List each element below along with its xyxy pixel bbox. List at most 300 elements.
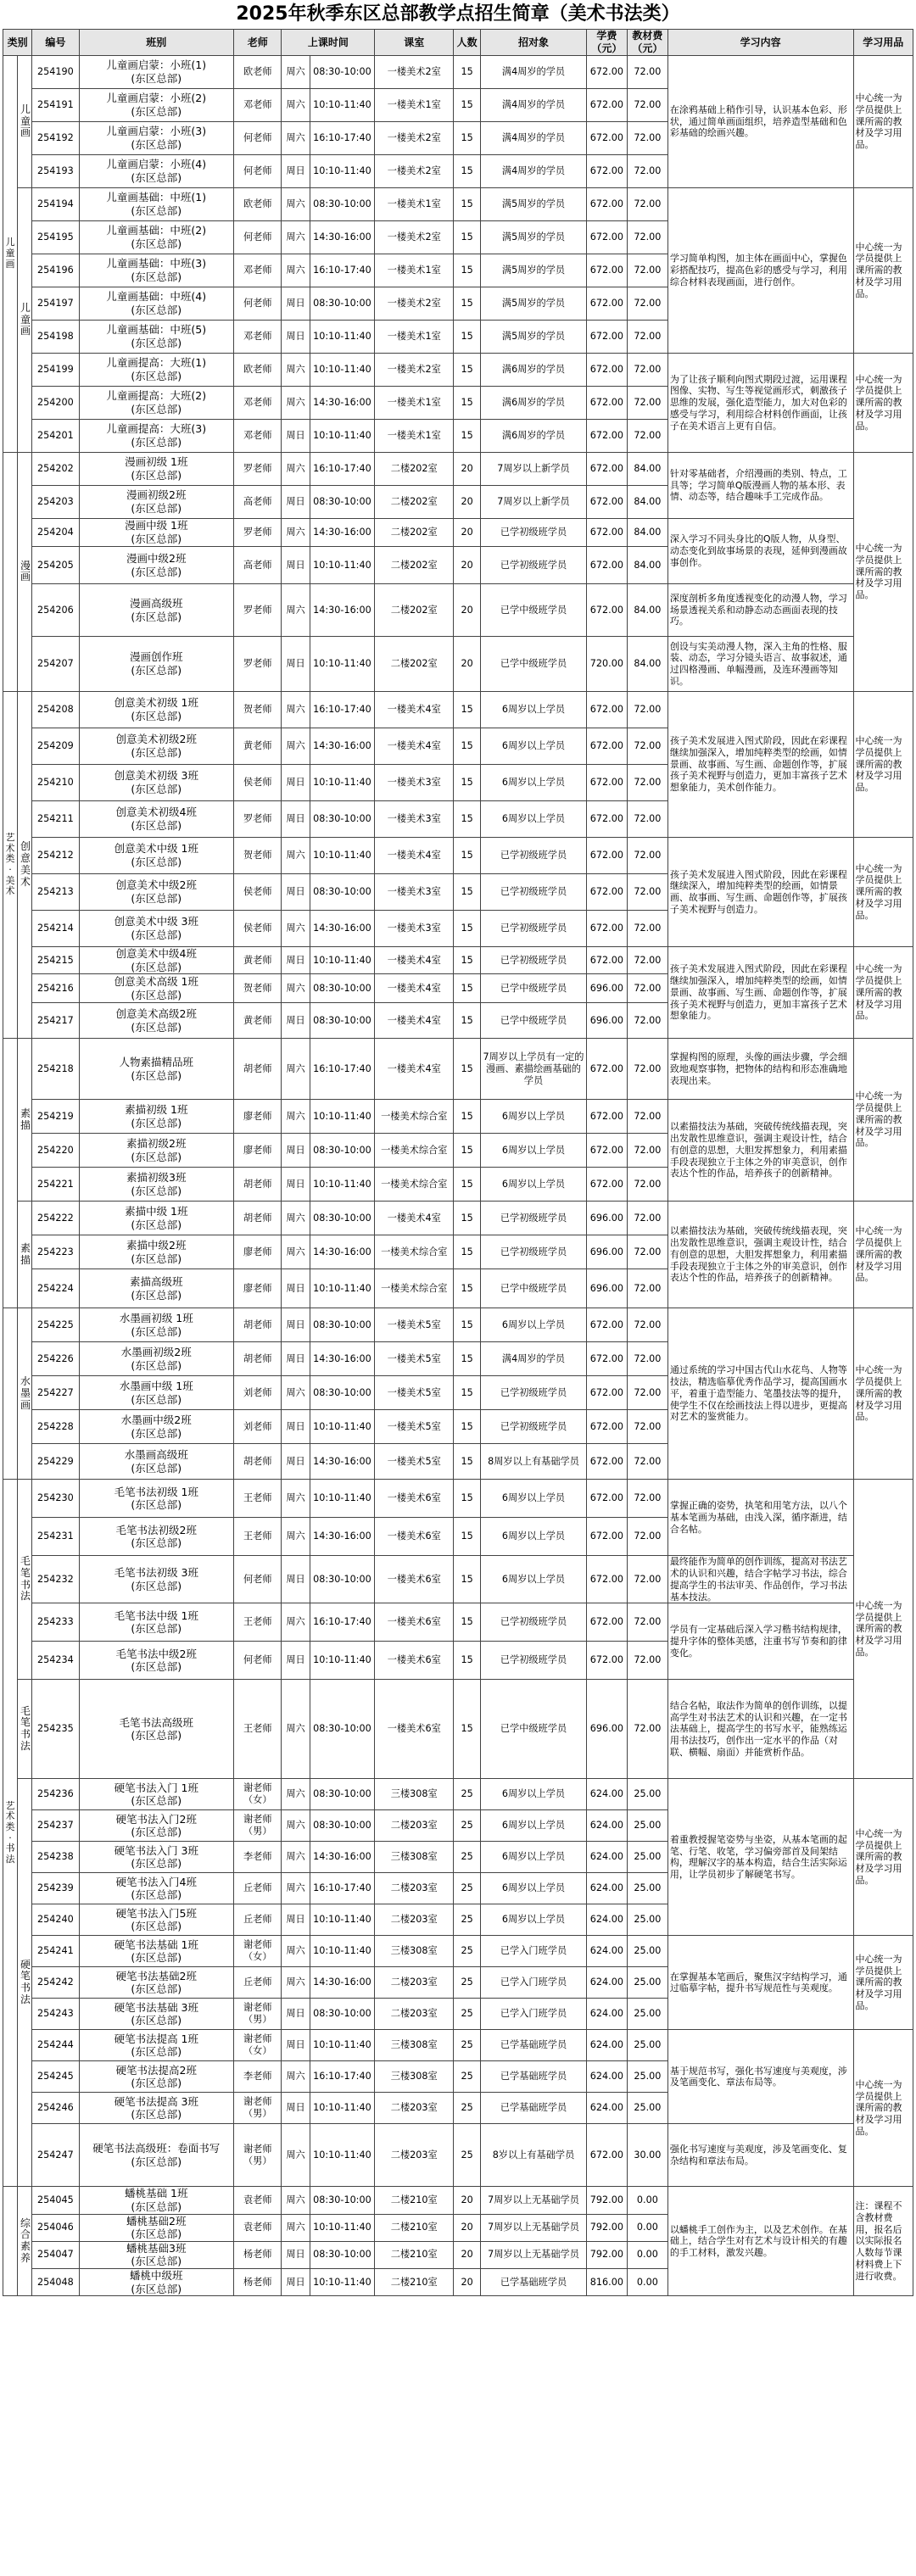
class-day: 周日 [282,1168,310,1202]
class-time: 16:10-17:40 [310,692,375,728]
tuition-fee: 624.00 [586,1873,627,1904]
class-campus: (东区总部) [131,960,182,973]
class-campus: (东区总部) [131,1358,182,1372]
target-students: 已学初级班学员 [481,874,587,911]
target-students: 已学入门班学员 [481,1967,587,1999]
class-time: 08:30-10:00 [310,1556,375,1603]
class-size: 25 [454,1873,481,1904]
book-fee: 72.00 [627,420,667,453]
table-row [3,1556,913,1603]
class-name-cell [79,1134,233,1168]
teacher: 谢老师（男） [233,1999,282,2030]
target-students: 6周岁以上学员 [481,1810,587,1842]
class-time: 10:10-11:40 [310,2124,375,2187]
book-fee: 72.00 [627,911,667,947]
classroom: 一楼美术6室 [375,1680,454,1779]
class-name: 硬笔书法提高 1班 [114,2032,198,2045]
tuition-fee: 672.00 [586,519,627,547]
class-code: 254219 [32,1100,79,1134]
tuition-fee: 672.00 [586,321,627,354]
class-day: 周六 [282,254,310,287]
teacher: 欧老师 [233,188,282,221]
category-inner-cell [18,188,32,453]
target-students: 已学中级班学员 [481,584,587,637]
teacher: 胡老师 [233,1308,282,1342]
tuition-fee: 672.00 [586,765,627,801]
tuition-fee: 672.00 [586,1168,627,1202]
class-name: 漫画初级2班 [126,488,187,502]
teacher: 何老师 [233,287,282,321]
class-campus: (东区总部) [131,1068,182,1082]
target-students: 满5周岁的学员 [481,321,587,354]
classroom: 二楼202室 [375,519,454,547]
teacher: 何老师 [233,221,282,254]
class-day: 周日 [282,1556,310,1603]
class-name-cell [79,1842,233,1873]
book-fee: 72.00 [627,1100,667,1134]
class-name-cell [79,1810,233,1842]
target-students: 满6周岁的学员 [481,354,587,387]
class-day: 周六 [282,221,310,254]
class-time: 08:30-10:00 [310,287,375,321]
teacher: 胡老师 [233,1444,282,1480]
class-campus: (东区总部) [131,1857,182,1871]
target-students: 满6周岁的学员 [481,387,587,420]
tuition-fee: 624.00 [586,1967,627,1999]
book-fee: 72.00 [627,287,667,321]
tuition-fee: 672.00 [586,1376,627,1410]
class-name: 儿童画基础：中班(2) [106,224,207,237]
teacher: 李老师 [233,1842,282,1873]
book-fee: 72.00 [627,838,667,874]
class-campus: (东区总部) [131,2014,182,2027]
teacher: 谢老师（女） [233,1779,282,1810]
classroom: 二楼202室 [375,584,454,637]
classroom: 一楼美术6室 [375,1642,454,1680]
tuition-fee: 696.00 [586,1202,627,1235]
class-name: 儿童画启蒙：小班(1) [106,59,207,72]
target-students: 满4周岁的学员 [481,89,587,122]
classroom: 一楼美术2室 [375,56,454,89]
class-campus: (东区总部) [131,1392,182,1406]
class-name: 水墨画初级2班 [120,1346,192,1359]
class-day: 周六 [282,2187,310,2214]
class-time: 14:30-16:00 [310,387,375,420]
book-fee: 72.00 [627,947,667,974]
class-day: 周六 [282,2124,310,2187]
class-day: 周六 [282,1518,310,1556]
teacher: 罗老师 [233,453,282,486]
tuition-fee: 672.00 [586,838,627,874]
class-size: 15 [454,1444,481,1480]
class-size: 25 [454,2093,481,2124]
tuition-fee: 624.00 [586,2061,627,2093]
class-day: 周日 [282,637,310,692]
class-size: 15 [454,1168,481,1202]
classroom: 一楼美术5室 [375,1444,454,1480]
class-name-cell [79,728,233,765]
class-name-cell [79,2269,233,2296]
class-name: 毛笔书法中级2班 [115,1647,198,1660]
class-day: 周六 [282,122,310,155]
class-name-cell [79,1904,233,1936]
target-students: 7周岁以上新学员 [481,486,587,519]
class-time: 10:10-11:40 [310,1480,375,1518]
class-day: 周日 [282,1003,310,1039]
class-name: 蟠桃中级班 [130,2269,183,2282]
classroom: 一楼美术3室 [375,874,454,911]
class-size: 15 [454,1269,481,1308]
class-name: 硬笔书法高级班：卷面书写 [92,2142,221,2155]
class-name-cell [79,519,233,547]
tuition-fee: 672.00 [586,728,627,765]
tuition-fee: 672.00 [586,56,627,89]
class-size: 25 [454,1842,481,1873]
target-students: 已学初级班学员 [481,1642,587,1680]
class-day: 周日 [282,1308,310,1342]
classroom: 一楼美术2室 [375,155,454,188]
classroom: 二楼210室 [375,2187,454,2214]
class-name-cell [79,1967,233,1999]
book-fee: 30.00 [627,2124,667,2187]
class-time: 08:30-10:00 [310,1779,375,1810]
table-row [3,519,913,547]
class-day: 周日 [282,2241,310,2268]
class-code: 254231 [32,1518,79,1556]
learning-supplies: 中心统一为学员提供上课所需的教材及学习用品。 [853,1480,913,1779]
book-fee: 84.00 [627,486,667,519]
book-fee: 25.00 [627,1810,667,1842]
class-name-cell [79,2241,233,2268]
class-day: 周六 [282,1376,310,1410]
class-name-cell [79,1376,233,1410]
book-fee: 84.00 [627,453,667,486]
class-size: 15 [454,1235,481,1269]
class-campus: (东区总部) [131,710,182,722]
book-fee: 72.00 [627,1680,667,1779]
teacher: 高老师 [233,547,282,584]
book-fee: 0.00 [627,2214,667,2241]
class-name: 创意美术高级2班 [115,1007,198,1021]
class-size: 25 [454,1904,481,1936]
class-time: 08:30-10:00 [310,1308,375,1342]
book-fee: 72.00 [627,1039,667,1100]
book-fee: 72.00 [627,387,667,420]
class-name: 毛笔书法初级2班 [115,1523,198,1536]
learning-supplies: 中心统一为学员提供上课所需的教材及学习用品。 [853,453,913,692]
teacher: 邓老师 [233,420,282,453]
class-size: 20 [454,2214,481,2241]
classroom: 二楼203室 [375,1873,454,1904]
classroom: 一楼美术1室 [375,188,454,221]
class-name: 创意美术初级 1班 [114,696,198,710]
classroom: 一楼美术4室 [375,1039,454,1100]
class-size: 15 [454,1556,481,1603]
class-campus: (东区总部) [131,1252,182,1265]
header-supplies: 学习用品 [853,30,913,56]
class-code: 254047 [32,2241,79,2268]
class-campus: (东区总部) [131,1660,182,1674]
classroom: 三楼308室 [375,2030,454,2061]
learning-content: 最终能作为简单的创作训练，提高对书法艺术的认识和兴趣，结合字帖学习书法，综合提高学生的书法审美、作品创作，学习书法基本技法。 [667,1556,853,1603]
class-day: 周六 [282,354,310,387]
teacher: 王老师 [233,1480,282,1518]
class-campus: (东区总部) [131,664,182,677]
class-size: 20 [454,2269,481,2296]
tuition-fee: 672.00 [586,387,627,420]
class-day: 周日 [282,1269,310,1308]
classroom: 一楼美术5室 [375,1376,454,1410]
learning-supplies: 中心统一为学员提供上课所需的教材及学习用品。 [853,1308,913,1480]
classroom: 一楼美术4室 [375,838,454,874]
class-code: 254235 [32,1680,79,1779]
tuition-fee: 672.00 [586,354,627,387]
class-time: 14:30-16:00 [310,728,375,765]
class-day: 周六 [282,911,310,947]
class-day: 周六 [282,1842,310,1873]
class-name-cell [79,1444,233,1480]
class-name-cell [79,801,233,838]
teacher: 高老师 [233,486,282,519]
class-code: 254201 [32,420,79,453]
class-campus: (东区总部) [131,1920,182,1933]
category-label: 艺术类·美术 [5,832,15,897]
tuition-fee: 672.00 [586,1556,627,1603]
class-campus: (东区总部) [131,171,182,184]
learning-content: 掌握正确的姿势，执笔和用笔方法，以八个基本笔画为基础，由浅入深，循序渐进，结合名帖。 [667,1480,853,1556]
class-size: 20 [454,547,481,584]
class-size: 15 [454,728,481,765]
classroom: 一楼美术3室 [375,765,454,801]
class-size: 20 [454,2241,481,2268]
class-code: 254192 [32,122,79,155]
learning-supplies: 中心统一为学员提供上课所需的教材及学习用品。 [853,1039,913,1202]
class-size: 15 [454,56,481,89]
class-code: 254229 [32,1444,79,1480]
class-day: 周六 [282,974,310,1003]
book-fee: 72.00 [627,56,667,89]
class-time: 10:10-11:40 [310,2214,375,2241]
target-students: 已学中级班学员 [481,974,587,1003]
target-students: 已学基础班学员 [481,2061,587,2093]
tuition-fee: 696.00 [586,974,627,1003]
header-count: 人数 [454,30,481,56]
class-day: 周六 [282,519,310,547]
class-name: 硬笔书法入门 1班 [114,1781,198,1794]
class-code: 254046 [32,2214,79,2241]
class-day: 周六 [282,838,310,874]
teacher: 罗老师 [233,801,282,838]
class-code: 254202 [32,453,79,486]
class-size: 25 [454,2061,481,2093]
header-category: 类别 [3,30,32,56]
class-campus: (东区总部) [131,856,182,868]
header-teacher: 老师 [233,30,282,56]
target-students: 已学初级班学员 [481,519,587,547]
learning-content: 深度剖析多角度透视变化的动漫人物，学习场景透视关系和动静态动态画面表现的技巧。 [667,584,853,637]
class-size: 15 [454,287,481,321]
class-name: 儿童画启蒙：小班(2) [106,92,207,105]
class-name-cell [79,1269,233,1308]
class-name-cell [79,1202,233,1235]
table-row [3,692,913,728]
class-time: 14:30-16:00 [310,584,375,637]
book-fee: 0.00 [627,2269,667,2296]
class-campus: (东区总部) [131,783,182,795]
tuition-fee: 624.00 [586,2030,627,2061]
class-campus: (东区总部) [131,1498,182,1512]
class-size: 15 [454,1680,481,1779]
class-code: 254195 [32,221,79,254]
class-day: 周日 [282,2269,310,2296]
class-code: 254045 [32,2187,79,2214]
classroom: 三楼308室 [375,1779,454,1810]
class-name: 水墨画初级 1班 [119,1312,193,1325]
tuition-fee: 624.00 [586,1842,627,1873]
table-row [3,637,913,692]
target-students: 满5周岁的学员 [481,254,587,287]
class-campus: (东区总部) [131,532,182,545]
classroom: 一楼美术3室 [375,801,454,838]
classroom: 一楼美术2室 [375,354,454,387]
classroom: 二楼203室 [375,1967,454,1999]
page-title: 2025年秋季东区总部教学点招生简章（美术书法类） [236,3,680,25]
table-row [3,354,913,387]
teacher: 欧老师 [233,354,282,387]
class-name-cell [79,765,233,801]
class-day: 周日 [282,2030,310,2061]
target-students: 7周岁以上无基础学员 [481,2241,587,2268]
class-day: 周六 [282,1235,310,1269]
class-campus: (东区总部) [131,746,182,759]
book-fee: 72.00 [627,188,667,221]
classroom: 一楼美术综合室 [375,1100,454,1134]
class-time: 10:10-11:40 [310,1642,375,1680]
target-students: 7周岁以上无基础学员 [481,2214,587,2241]
learning-content: 着重教授握笔姿势与坐姿，从基本笔画的起笔、行笔、收笔，学习偏旁部首及间架结构，理解汉字的基本构造，结合生活实际运用，让学员初步了解硬笔书写。 [667,1779,853,1936]
category-label: 综合素养 [20,2216,31,2264]
class-day: 周日 [282,765,310,801]
classroom: 二楼202室 [375,453,454,486]
class-code: 254239 [32,1873,79,1904]
target-students: 已学入门班学员 [481,1936,587,1967]
teacher: 欧老师 [233,56,282,89]
class-time: 08:30-10:00 [310,1999,375,2030]
class-time: 10:10-11:40 [310,321,375,354]
class-time: 08:30-10:00 [310,1810,375,1842]
target-students: 已学初级班学员 [481,947,587,974]
header-book-fee: 教材费（元） [627,30,667,56]
class-size: 25 [454,2030,481,2061]
class-time: 08:30-10:00 [310,801,375,838]
tuition-fee: 672.00 [586,1480,627,1518]
teacher: 廖老师 [233,1269,282,1308]
learning-supplies: 中心统一为学员提供上课所需的教材及学习用品。 [853,947,913,1039]
learning-content: 创设与实美动漫人物，深入主角的性格、服装、动态，学习分镜头语言、故事叙述，通过四格漫画、单幅漫画，及连环漫画等知识。 [667,637,853,692]
class-code: 254233 [32,1603,79,1642]
class-name: 儿童画提高：大班(1) [106,356,207,370]
class-name: 儿童画提高：大班(3) [106,422,207,436]
category-inner-cell [18,56,32,188]
book-fee: 25.00 [627,1842,667,1873]
learning-content: 孩子美术发展进入图式阶段，因此在彩课程继续深入，增加纯粹类型的绘画，如情景画、故事画、写生画、命题创作等，扩展孩子美术视野与创造力。 [667,838,853,947]
class-name: 素描初级 1班 [125,1103,188,1117]
table-row [3,453,913,486]
class-code: 254194 [32,188,79,221]
classroom: 一楼美术6室 [375,1480,454,1518]
book-fee: 72.00 [627,1480,667,1518]
class-time: 14:30-16:00 [310,1444,375,1480]
teacher: 杨老师 [233,2241,282,2268]
table-row [3,56,913,89]
class-size: 15 [454,1039,481,1100]
classroom: 二楼203室 [375,2093,454,2124]
tuition-fee: 672.00 [586,947,627,974]
class-name-cell [79,387,233,420]
classroom: 二楼203室 [375,1904,454,1936]
classroom: 二楼210室 [375,2269,454,2296]
target-students: 已学基础班学员 [481,2093,587,2124]
class-name-cell [79,1039,233,1100]
class-size: 15 [454,1003,481,1039]
class-time: 08:30-10:00 [310,1134,375,1168]
class-time: 10:10-11:40 [310,2030,375,2061]
teacher: 何老师 [233,1642,282,1680]
class-time: 10:10-11:40 [310,947,375,974]
target-students: 6周岁以上学员 [481,1842,587,1873]
target-students: 6周岁以上学员 [481,1518,587,1556]
classroom: 一楼美术5室 [375,1410,454,1444]
class-name-cell [79,188,233,221]
teacher: 黄老师 [233,947,282,974]
book-fee: 25.00 [627,1936,667,1967]
teacher: 谢老师（男） [233,2093,282,2124]
header-class: 班别 [79,30,233,56]
class-time: 08:30-10:00 [310,1376,375,1410]
tuition-fee: 624.00 [586,2093,627,2124]
class-code: 254198 [32,321,79,354]
class-name: 漫画初级 1班 [125,455,188,469]
header-code: 编号 [32,30,79,56]
target-students: 已学基础班学员 [481,2030,587,2061]
class-code: 254240 [32,1904,79,1936]
tuition-fee: 672.00 [586,2124,627,2187]
teacher: 王老师 [233,1518,282,1556]
classroom: 一楼美术2室 [375,287,454,321]
class-name-cell [79,947,233,974]
table-row [3,838,913,874]
classroom: 一楼美术综合室 [375,1235,454,1269]
class-time: 08:30-10:00 [310,56,375,89]
tuition-fee: 696.00 [586,1235,627,1269]
class-code: 254215 [32,947,79,974]
class-size: 25 [454,1810,481,1842]
table-row [3,1480,913,1518]
learning-content: 深入学习不同头身比的Q版人物，从身型、动态变化到故事场景的表现，延伸到漫画故事创作。 [667,519,853,584]
target-students: 已学中级班学员 [481,1680,587,1779]
class-day: 周六 [282,1873,310,1904]
teacher: 黄老师 [233,1003,282,1039]
class-name-cell [79,1873,233,1904]
target-students: 8岁以上有基础学员 [481,2124,587,2187]
book-fee: 72.00 [627,1603,667,1642]
book-fee: 72.00 [627,1308,667,1342]
target-students: 6周岁以上学员 [481,1556,587,1603]
class-name-cell [79,486,233,519]
header-room: 课室 [375,30,454,56]
category-outer-cell [3,2187,18,2296]
classroom: 一楼美术4室 [375,728,454,765]
